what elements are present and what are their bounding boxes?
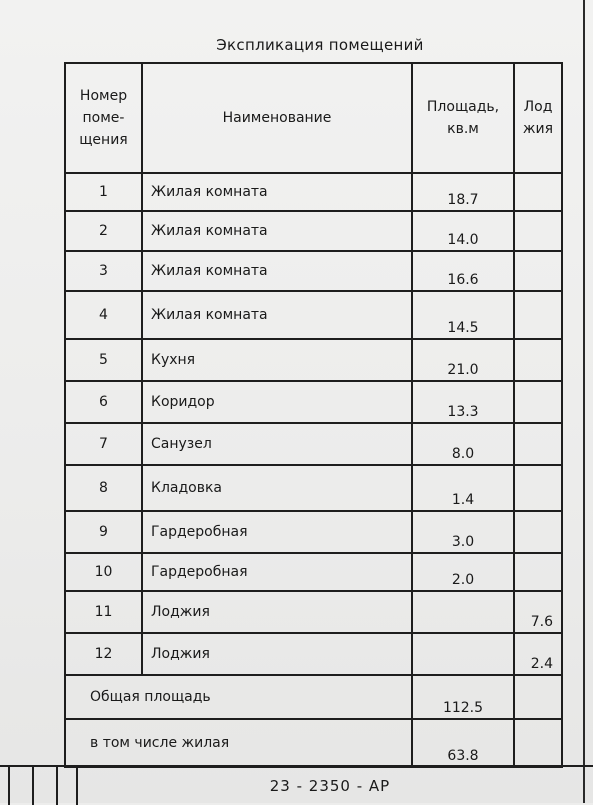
row-area: 16.6 xyxy=(412,251,514,291)
total-loggia xyxy=(514,719,562,767)
row-num: 12 xyxy=(65,633,142,675)
row-loggia: 7.6 xyxy=(514,591,562,633)
row-num: 10 xyxy=(65,553,142,591)
table-header-row xyxy=(65,63,562,173)
table-row xyxy=(65,339,562,381)
table-row xyxy=(65,591,562,633)
title-block-stamp xyxy=(0,765,593,805)
totals-body xyxy=(65,675,562,767)
row-area: 21.0 xyxy=(412,339,514,381)
table-row xyxy=(65,251,562,291)
page-title: Экспликация помещений xyxy=(216,36,424,54)
header-num: Номер поме-щения xyxy=(65,63,142,173)
row-name: Гардеробная xyxy=(142,511,412,553)
row-area: 8.0 xyxy=(412,423,514,465)
row-area: 3.0 xyxy=(412,511,514,553)
row-name: Лоджия xyxy=(142,591,412,633)
row-num: 9 xyxy=(65,511,142,553)
totals-row xyxy=(65,675,562,719)
row-loggia xyxy=(514,339,562,381)
total-label: Общая площадь xyxy=(65,675,412,719)
row-area: 1.4 xyxy=(412,465,514,511)
row-num: 8 xyxy=(65,465,142,511)
row-name: Коридор xyxy=(142,381,412,423)
row-name: Жилая комната xyxy=(142,173,412,211)
header-area: Площадь, кв.м xyxy=(412,63,514,173)
row-name: Жилая комната xyxy=(142,251,412,291)
row-loggia xyxy=(514,423,562,465)
row-num: 7 xyxy=(65,423,142,465)
row-area xyxy=(412,591,514,633)
row-loggia xyxy=(514,173,562,211)
row-num: 11 xyxy=(65,591,142,633)
table-row xyxy=(65,211,562,251)
row-num: 1 xyxy=(65,173,142,211)
row-num: 2 xyxy=(65,211,142,251)
table-row xyxy=(65,291,562,339)
table-row xyxy=(65,633,562,675)
table-row xyxy=(65,173,562,211)
row-num: 5 xyxy=(65,339,142,381)
premises-table xyxy=(64,62,563,768)
row-loggia: 2.4 xyxy=(514,633,562,675)
row-name: Жилая комната xyxy=(142,291,412,339)
row-loggia xyxy=(514,465,562,511)
table-row xyxy=(65,381,562,423)
stamp-cell xyxy=(56,767,78,805)
row-name: Санузел xyxy=(142,423,412,465)
table-row xyxy=(65,423,562,465)
row-loggia xyxy=(514,211,562,251)
row-area: 13.3 xyxy=(412,381,514,423)
totals-row xyxy=(65,719,562,767)
row-area xyxy=(412,633,514,675)
table-row xyxy=(65,465,562,511)
row-loggia xyxy=(514,511,562,553)
row-num: 3 xyxy=(65,251,142,291)
row-num: 4 xyxy=(65,291,142,339)
stamp-cell xyxy=(8,767,34,805)
total-label: в том числе жилая xyxy=(65,719,412,767)
header-loggia: Лод жия xyxy=(514,63,562,173)
row-area: 14.0 xyxy=(412,211,514,251)
row-area: 18.7 xyxy=(412,173,514,211)
stamp-code: 23 - 2350 - АР xyxy=(269,777,391,795)
row-name: Кухня xyxy=(142,339,412,381)
stamp-cell xyxy=(32,767,58,805)
row-num: 6 xyxy=(65,381,142,423)
row-name: Лоджия xyxy=(142,633,412,675)
total-area: 112.5 xyxy=(412,675,514,719)
row-loggia xyxy=(514,291,562,339)
row-area: 2.0 xyxy=(412,553,514,591)
row-name: Гардеробная xyxy=(142,553,412,591)
header-name: Наименование xyxy=(142,63,412,173)
frame-border xyxy=(583,0,585,803)
row-name: Кладовка xyxy=(142,465,412,511)
row-area: 14.5 xyxy=(412,291,514,339)
row-loggia xyxy=(514,251,562,291)
row-loggia xyxy=(514,381,562,423)
row-name: Жилая комната xyxy=(142,211,412,251)
total-area: 63.8 xyxy=(412,719,514,767)
table-body xyxy=(65,173,562,675)
row-loggia xyxy=(514,553,562,591)
table-row xyxy=(65,553,562,591)
total-loggia xyxy=(514,675,562,719)
table-row xyxy=(65,511,562,553)
